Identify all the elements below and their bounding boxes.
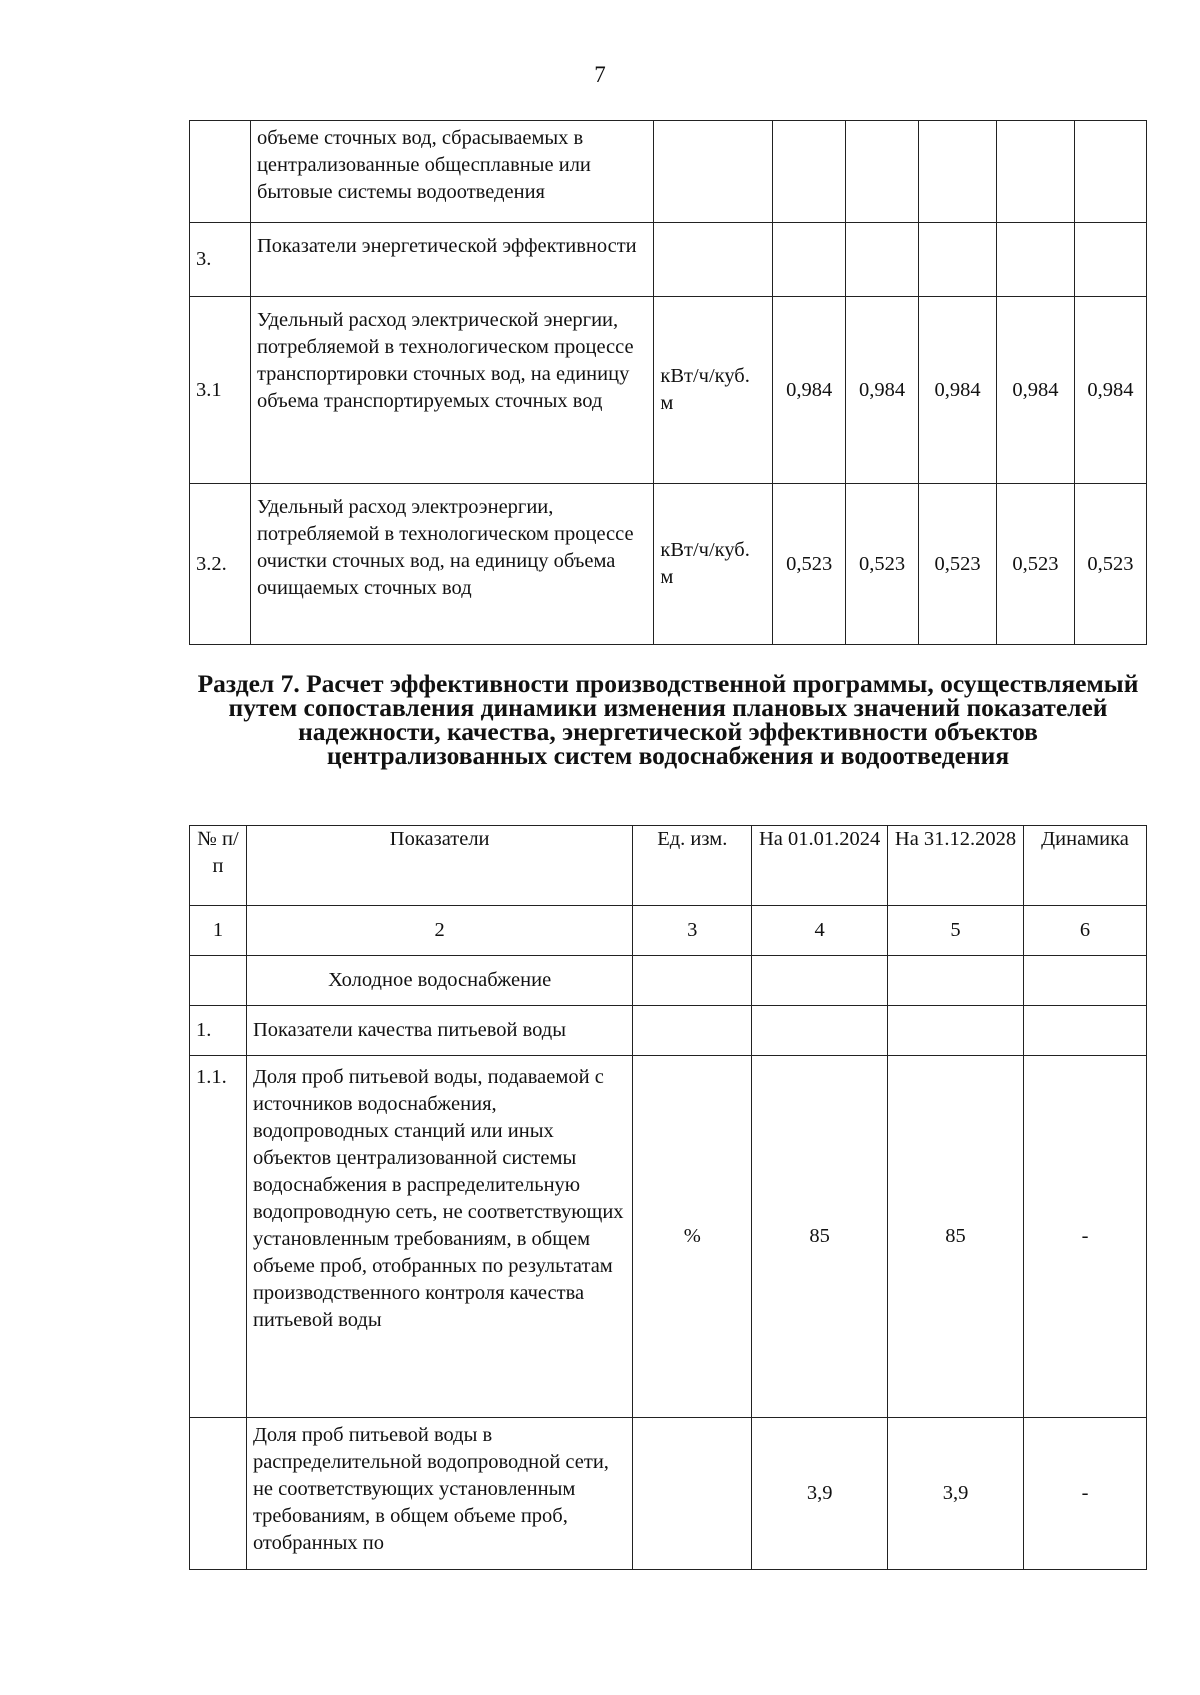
table-header-row <box>190 826 1147 906</box>
dynamics: - <box>1024 1418 1147 1570</box>
header-unit: Ед. изм. <box>633 826 752 906</box>
column-number-row <box>190 906 1147 956</box>
value: 0,984 <box>1074 297 1146 484</box>
value: 0,984 <box>919 297 997 484</box>
value: 0,984 <box>773 297 846 484</box>
indicator-name: Удельный расход электроэнергии, потребляемой в технологическом процессе очистки сточных вод, на единицу объема очищаемых сточных вод <box>250 484 653 645</box>
column-number: 3 <box>633 906 752 956</box>
section-heading: Раздел 7. Расчет эффективности производственной программы, осуществляемый путем сопоставления динамики изменения плановых значений показателей надежности, качества, энергетической эффективности объектов централизованных систем водоснабжения и водоотведения <box>197 669 1139 770</box>
group-row <box>190 956 1147 1006</box>
value-end: 3,9 <box>888 1418 1024 1570</box>
unit: кВт/ч/куб. м <box>654 484 773 645</box>
indicator-name: объеме сточных вод, сбрасываемых в централизованные общесплавные или бытовые системы водоотведения <box>250 121 653 223</box>
header-date-end: На 31.12.2028 <box>888 826 1024 906</box>
indicator-name: Показатели качества питьевой воды <box>246 1006 632 1056</box>
table-row <box>190 1006 1147 1056</box>
unit: кВт/ч/куб. м <box>654 297 773 484</box>
row-number: 3.1 <box>190 297 251 484</box>
value-start: 3,9 <box>752 1418 888 1570</box>
header-num: № п/п <box>190 826 247 906</box>
row-number: 3. <box>190 223 251 297</box>
column-number: 1 <box>190 906 247 956</box>
indicator-name: Доля проб питьевой воды, подаваемой с источников водоснабжения, водопроводных станций или иных объектов централизованной системы водоснабжения в распределительную водопроводную сеть, не соответствующих установленным требованиям, в общем объеме проб, отобранных по результатам производственного контроля качества питьевой воды <box>246 1056 632 1418</box>
row-number: 3.2. <box>190 484 251 645</box>
table-row <box>190 484 1147 645</box>
indicator-name: Удельный расход электрической энергии, потребляемой в технологическом процессе транспортировки сточных вод, на единицу объема транспортируемых сточных вод <box>250 297 653 484</box>
header-name: Показатели <box>246 826 632 906</box>
value: 0,523 <box>1074 484 1146 645</box>
dynamics: - <box>1024 1056 1147 1418</box>
value-end: 85 <box>888 1056 1024 1418</box>
column-number: 6 <box>1024 906 1147 956</box>
table-row <box>190 223 1147 297</box>
table-row <box>190 121 1147 223</box>
indicator-name: Доля проб питьевой воды в распределительной водопроводной сети, не соответствующих установленным требованиям, в общем объеме проб, отобранных по <box>246 1418 632 1570</box>
value: 0,984 <box>997 297 1075 484</box>
column-number: 4 <box>752 906 888 956</box>
page-number: 7 <box>594 62 606 87</box>
row-number: 1. <box>190 1006 247 1056</box>
unit: % <box>633 1056 752 1418</box>
efficiency-table <box>189 825 1147 1570</box>
table-row <box>190 297 1147 484</box>
header-date-start: На 01.01.2024 <box>752 826 888 906</box>
value: 0,984 <box>846 297 919 484</box>
value: 0,523 <box>773 484 846 645</box>
row-number: 1.1. <box>190 1056 247 1418</box>
value: 0,523 <box>846 484 919 645</box>
table-cell-num <box>190 121 251 223</box>
header-dynamics: Динамика <box>1024 826 1147 906</box>
indicators-table-continued <box>189 120 1147 645</box>
table-row <box>190 1056 1147 1418</box>
value: 0,523 <box>997 484 1075 645</box>
column-number: 2 <box>246 906 632 956</box>
value-start: 85 <box>752 1056 888 1418</box>
group-title: Холодное водоснабжение <box>246 956 632 1006</box>
column-number: 5 <box>888 906 1024 956</box>
value: 0,523 <box>919 484 997 645</box>
indicator-name: Показатели энергетической эффективности <box>250 223 653 297</box>
table-row <box>190 1418 1147 1570</box>
